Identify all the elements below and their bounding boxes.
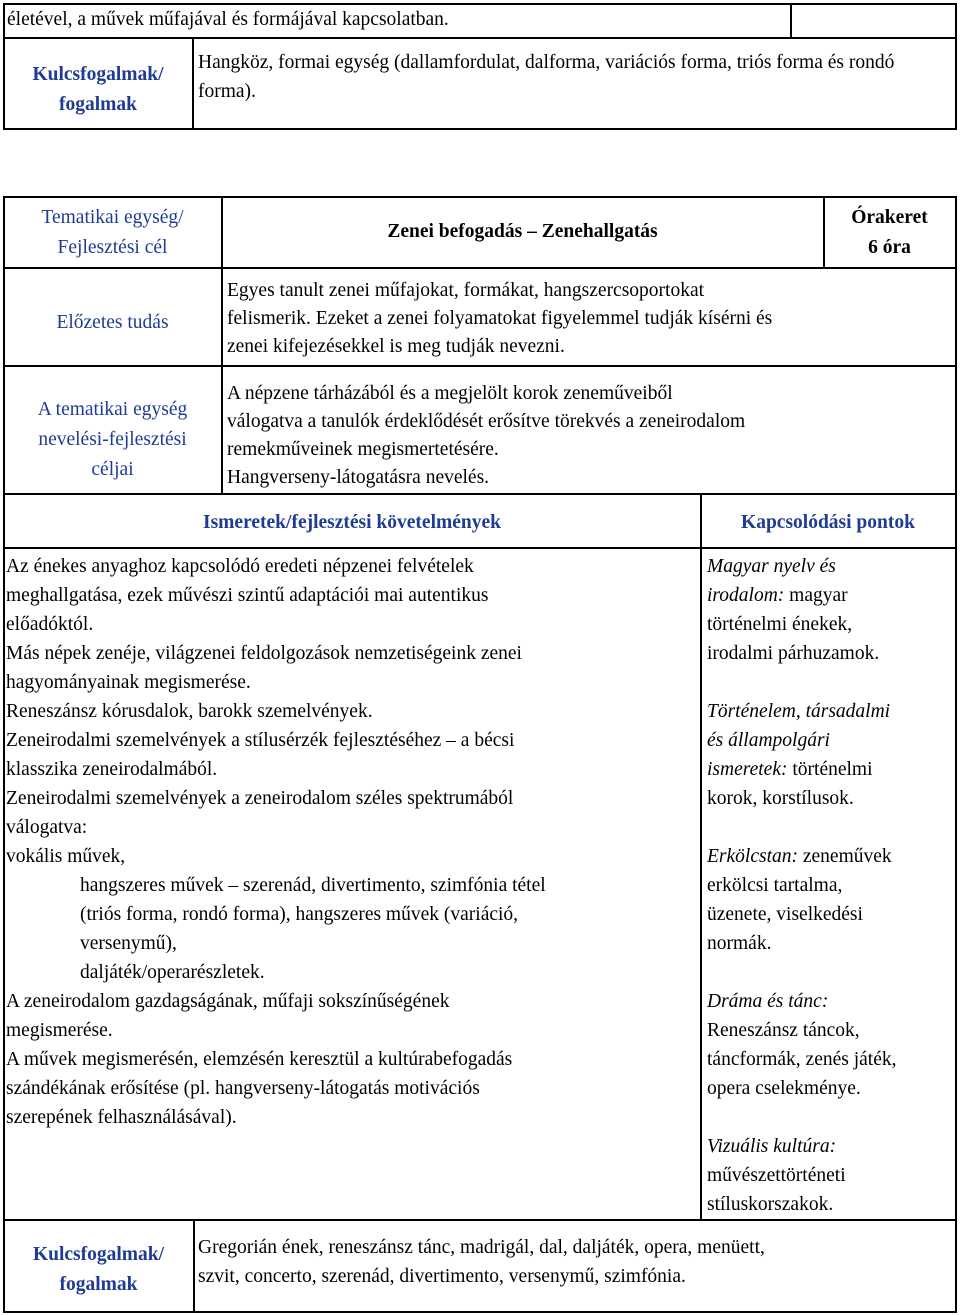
bottom-key-label-line-2: fogalmak (59, 1274, 138, 1295)
connection-subject: Vizuális kultúra: (707, 1136, 837, 1157)
bottom-key-concepts-label (4, 1240, 193, 1300)
unit-label (4, 203, 221, 263)
connection-text: irodalmi párhuzamok. (707, 643, 880, 664)
req-line: A művek megismerésén, elemzésén keresztül a kultúrabefogadás (6, 1049, 513, 1070)
bottom-key-label-line-1: Kulcsfogalmak/ (32, 1244, 165, 1265)
req-line: Reneszánsz kórusdalok, barokk szemelvények. (6, 701, 373, 722)
req-line: Zeneirodalmi szemelvények a stílusérzék fejlesztéséhez – a bécsi (6, 730, 515, 751)
prior-line-3: zenei kifejezésekkel is meg tudják nevezni. (227, 336, 565, 357)
prior-knowledge-text (227, 277, 952, 361)
prior-line-1: Egyes tanult zenei műfajokat, formákat, hangszercsoportokat (227, 280, 705, 301)
connection-text: stíluskorszakok. (707, 1194, 834, 1215)
bottom-key-line-1: Gregorián ének, reneszánsz tánc, madrigál, dal, daljáték, opera, menüett, (198, 1237, 765, 1258)
requirements-body (6, 552, 696, 1132)
hours-label: Órakeret (851, 207, 928, 228)
connection-text: Reneszánsz táncok, (707, 1020, 860, 1041)
key-label-line-2: fogalmak (59, 94, 137, 115)
connection-text: magyar (784, 585, 848, 606)
req-line: Más népek zenéje, világzenei feldolgozások nemzetiségeink zenei (6, 643, 522, 664)
connections-body (707, 552, 953, 1219)
hours-box (824, 203, 955, 263)
req-line: szándékának erősítése (pl. hangverseny-látogatás motivációs (6, 1078, 480, 1099)
key-concepts-label (4, 60, 192, 120)
req-indented-line: hangszeres művek – szerenád, divertimento, szimfónia tétel (80, 875, 546, 896)
connection-subject: ismeretek: (707, 759, 788, 780)
connection-subject: Dráma és tánc: (707, 991, 829, 1012)
connection-text: történelmi énekek, (707, 614, 853, 635)
goals-line-3: remekműveinek megismertetésére. (227, 439, 499, 460)
connection-subject: Történelem, társadalmi (707, 701, 891, 722)
connection-subject: és állampolgári (707, 730, 830, 751)
req-line: meghallgatása, ezek művészi szintű adaptációi mai autentikus (6, 585, 489, 606)
connection-block (707, 552, 953, 668)
connection-text: üzenete, viselkedési (707, 904, 863, 925)
req-line: vokális művek, (6, 846, 126, 867)
goals-label-line-2: nevelési-fejlesztési (38, 429, 187, 450)
req-indented-line: (triós forma, rondó forma), hangszeres művek (variáció, (80, 904, 519, 925)
goals-label (4, 395, 221, 485)
req-line: hagyományainak megismerése. (6, 672, 251, 693)
connection-text: táncformák, zenés játék, (707, 1049, 897, 1070)
connection-text: normák. (707, 933, 772, 954)
connections-header: Kapcsolódási pontok (741, 512, 915, 533)
bottom-key-line-2: szvit, concerto, szerenád, divertimento, versenymű, szimfónia. (198, 1266, 686, 1287)
connection-text: művészettörténeti (707, 1165, 846, 1186)
connection-subject: Magyar nyelv és (707, 556, 836, 577)
connection-subject: irodalom: (707, 585, 785, 606)
req-line: Zeneirodalmi szemelvények a zeneirodalom széles spektrumából (6, 788, 514, 809)
req-line: válogatva: (6, 817, 88, 838)
connection-block (707, 697, 953, 813)
connection-text: zeneművek (797, 846, 892, 867)
req-indented-line: daljáték/operarészletek. (80, 962, 265, 983)
unit-label-line-2: Fejlesztési cél (57, 237, 168, 258)
hours-value: 6 óra (868, 237, 911, 258)
intro-line: életével, a művek műfajával és formájával kapcsolatban. (7, 9, 449, 30)
req-line: klasszika zeneirodalmából. (6, 759, 218, 780)
bottom-key-concepts-text (198, 1233, 950, 1291)
connection-text: történelmi (787, 759, 873, 780)
goals-line-1: A népzene tárházából és a megjelölt korok zeneműveiből (227, 383, 673, 404)
requirements-header: Ismeretek/fejlesztési követelmények (203, 512, 501, 533)
connection-text: opera cselekménye. (707, 1078, 861, 1099)
unit-title: Zenei befogadás – Zenehallgatás (387, 221, 658, 242)
key-label-line-1: Kulcsfogalmak/ (32, 64, 164, 85)
prior-line-2: felismerik. Ezeket a zenei folyamatokat figyelemmel tudják kísérni és (227, 308, 773, 329)
key-concepts-text: Hangköz, formai egység (dallamfordulat, dalforma, variációs forma, triós forma és rondó forma). (198, 52, 895, 102)
prior-knowledge-label: Előzetes tudás (56, 312, 169, 333)
req-indented-line: versenymű), (80, 933, 177, 954)
goals-line-2: válogatva a tanulók érdeklődését erősítve törekvés a zeneirodalom (227, 411, 746, 432)
req-line: megismerése. (6, 1020, 113, 1041)
goals-label-line-1: A tematikai egység (37, 399, 188, 420)
req-line: Az énekes anyaghoz kapcsolódó eredeti népzenei felvételek (6, 556, 474, 577)
connection-text: korok, korstílusok. (707, 788, 854, 809)
unit-label-line-1: Tematikai egység/ (41, 207, 184, 228)
req-line: szerepének felhasználásával). (6, 1107, 237, 1128)
connection-block (707, 842, 953, 958)
connection-block (707, 987, 953, 1103)
connection-block (707, 1132, 953, 1219)
connection-subject: Erkölcstan: (707, 846, 798, 867)
req-line: előadóktól. (6, 614, 94, 635)
connection-text: erkölcsi tartalma, (707, 875, 843, 896)
goals-label-line-3: céljai (91, 459, 134, 480)
req-line: A zeneirodalom gazdagságának, műfaji sokszínűségének (6, 991, 450, 1012)
goals-text (227, 380, 952, 492)
goals-line-4: Hangverseny-látogatásra nevelés. (227, 467, 490, 488)
